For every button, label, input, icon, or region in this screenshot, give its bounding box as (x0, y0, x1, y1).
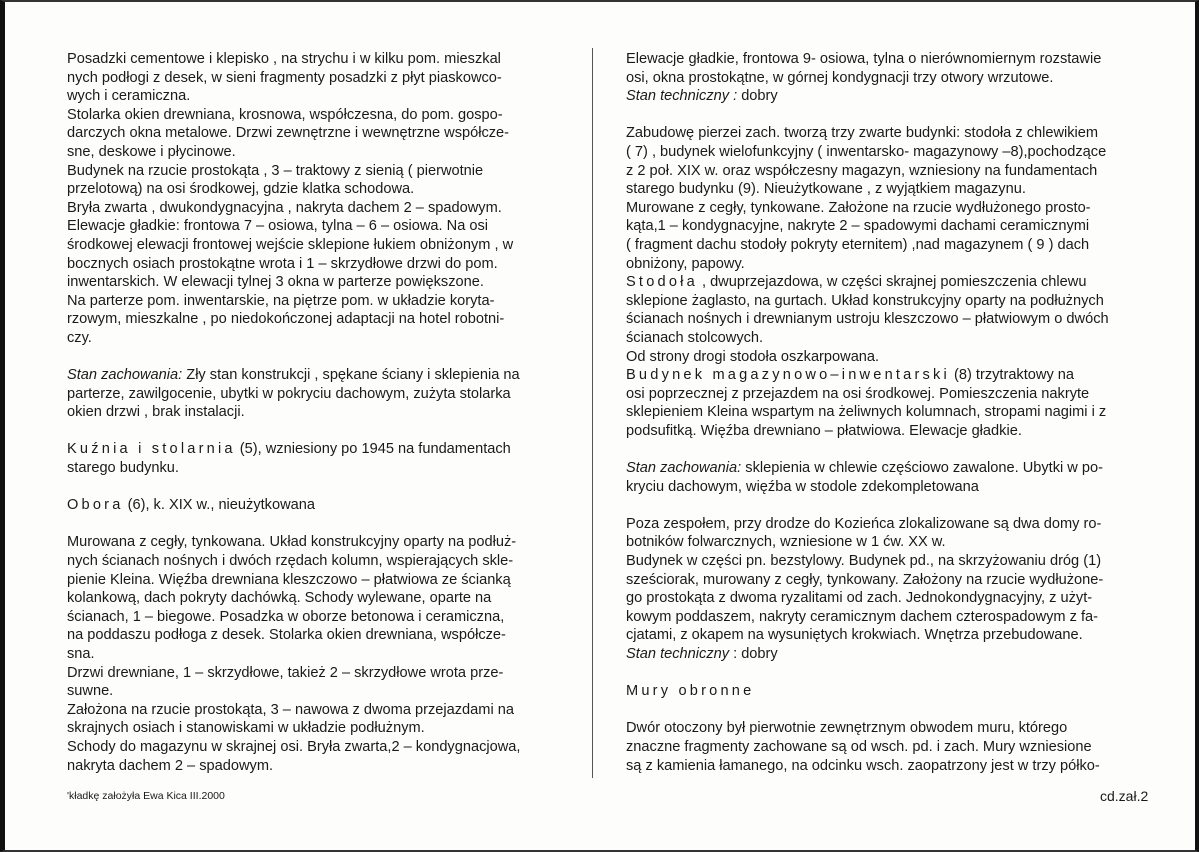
paragraph-elevations (626, 50, 1156, 106)
paragraph-condition-right (626, 459, 1156, 496)
paragraph-worker-houses (626, 515, 1156, 664)
text-line: starego budynku. (67, 460, 179, 477)
text-line: Schody do magazynu w skrajnej osi. Bryła zwarta,2 – kondygnacjowa, (67, 738, 521, 755)
text-line: ścianach nośnych i drewnianym ustroju kleszczowo – płatwiowym o dwóch (626, 311, 1109, 328)
text-line: ścianach stolcowych. (626, 329, 764, 346)
text-line: Elewacje gładkie, frontowa 9- osiowa, tylna o nierównomiernym rozstawie (626, 51, 1102, 67)
section-kuznia (67, 440, 572, 477)
paragraph-building-description (67, 50, 572, 348)
text-line: Drzwi drewniane, 1 – skrzydłowe, takież 2 – skrzydłowe wrota prze- (67, 664, 504, 681)
paragraph-walls (626, 719, 1156, 775)
condition-label: Stan zachowania: (67, 367, 183, 384)
text-line: podsufitką. Więźba drewniano – płatwiowa. Elewacje gładkie. (626, 422, 1022, 439)
text-line: cjatami, z okapem na wysuniętych krokwiach. Wnętrza przebudowane. (626, 627, 1083, 644)
text-line: obniżony, papowy. (626, 255, 745, 272)
text-line: kowym poddaszem, nakryty ceramicznym dachem czterospadowym z fa- (626, 608, 1099, 625)
text-line: osi poprzecznej z przejazdem na osi środkowej. Pomieszczenia nakryte (626, 385, 1090, 402)
text-line: nych podłogi z desek, w sieni fragmenty posadzki z płyt piaskowco- (67, 69, 502, 86)
text-line: kryciu dachowym, więźba w stodole zdekompletowana (626, 478, 979, 495)
text-line: Dwór otoczony był pierwotnie zewnętrznym obwodem muru, którego (626, 720, 1068, 737)
column-divider (592, 48, 593, 778)
left-column (67, 50, 572, 775)
text-line: Stolarka okien drewniana, krosnowa, współczesna, do pom. gospo- (67, 106, 503, 123)
text-line: ( fragment dachu stodoły pokryty eternitem) ,nad magazynem ( 9 ) dach (626, 236, 1090, 253)
text-line: Murowane z cegły, tynkowane. Założone na rzucie wydłużonego prosto- (626, 199, 1091, 216)
page-reference: cd.zał.2 (1100, 788, 1149, 804)
text-line: nych ścianach nośnych i dwóch rzędach kolumn, wspierających skle- (67, 553, 514, 570)
section-heading: Mury obronne (626, 683, 755, 700)
text-line: ścianach, 1 – biegowe. Posadzka w oborze betonowa i ceramiczna, (67, 608, 505, 625)
section-mury (626, 682, 1156, 701)
text-line: kolankową, dach pokryty dachówką. Schody wylewane, oparte na (67, 590, 492, 607)
text-line: sklepione żaglasto, na gurtach. Układ konstrukcyjny oparty na podłużnych (626, 292, 1104, 309)
text-line: (6), k. XIX w., nieużytkowana (123, 497, 315, 514)
text-line: Posadzki cementowe i klepisko , na strychu i w kilku pom. mieszkal (67, 51, 501, 67)
condition-label: Stan techniczny (626, 646, 730, 662)
text-line: bocznych osiach prostokątne wrota i 1 – skrzydłowe drzwi do pom. (67, 255, 498, 272)
text-line: Poza zespołem, przy drodze do Kozieńca zlokalizowane są dwa domy ro- (626, 515, 1102, 532)
text-line: Budynek w części pn. bezstylowy. Budynek pd., na skrzyżowaniu dróg (1) (626, 553, 1102, 570)
text-line: skrajnych osiach i stanowiskami w układzie podłużnym. (67, 720, 425, 737)
text-line: Budynek na rzucie prostokąta , 3 – traktowy z sienią ( pierwotnie (67, 162, 484, 179)
section-obora (67, 496, 572, 515)
section-heading: Obora (67, 497, 124, 514)
condition-value: dobry (737, 88, 778, 105)
text-line: rzowym, mieszkalne , po niedokończonej adaptacji na hotel robotni- (67, 311, 505, 328)
text-line: sklepieniem Kleina wspartym na żeliwnych kolumnach, stropami nagimi i z (626, 404, 1107, 421)
text-line: go prostokąta z dwoma ryzalitami od zach. Jednokondygnacyjny, z użyt- (626, 590, 1093, 607)
text-line: są z kamienia łamanego, na odcinku wsch. zaopatrzony jest w trzy półko- (626, 757, 1100, 774)
text-line: sna. (67, 646, 95, 662)
text-line: z 2 poł. XIX w. oraz współczesny magazyn, wzniesiony na fundamentach (626, 162, 1098, 179)
text-line: na poddaszu podłoga z desek. Stolarka okien drewniana, współcze- (67, 627, 506, 644)
text-line: starego budynku (9). Nieużytkowane , z wyjątkiem magazynu. (626, 181, 1026, 198)
text-line: botników folwarcznych, wzniesione w 1 ćw. XX w. (626, 534, 946, 551)
text-line: (5), wzniesiony po 1945 na fundamentach (235, 441, 511, 458)
text-line: darczych okna metalowe. Drzwi zewnętrzne i wewnętrzne współcze- (67, 125, 510, 142)
text-line: czy. (67, 329, 92, 346)
right-column (626, 50, 1156, 775)
text-line: Od strony drogi stodoła oszkarpowana. (626, 348, 880, 365)
section-heading: Stodoła (626, 274, 698, 291)
text-line: sne, deskowe i płycinowe. (67, 143, 236, 160)
text-line: kąta,1 – kondygnacyjne, nakryte 2 – spadowymi dachami ceramicznymi (626, 218, 1090, 235)
text-line: (8) trzytraktowy na (949, 367, 1075, 384)
condition-value: : dobry (729, 646, 778, 662)
text-line: Elewacje gładkie: frontowa 7 – osiowa, tylna – 6 – osiowa. Na osi (67, 218, 489, 235)
text-line: Murowana z cegły, tynkowana. Układ konstrukcyjny oparty na podłuż- (67, 534, 517, 551)
text-line: suwne. (67, 683, 114, 700)
footnote: 'kładkę założyła Ewa Kica III.2000 (67, 790, 225, 802)
text-line: Zły stan konstrukcji , spękane ściany i sklepienia na (182, 367, 520, 384)
text-line: Na parterze pom. inwentarskie, na piętrze pom. w układzie koryta- (67, 292, 495, 309)
text-line: przelotową) na osi środkowej, gdzie klatka schodowa. (67, 181, 415, 198)
text-line: nakryta dachem 2 – spadowym. (67, 757, 274, 774)
text-line: inwentarskich. W elewacji tylnej 3 okna w parterze powiększone. (67, 274, 484, 291)
text-line: Bryła zwarta , dwukondygnacyjna , nakryta dachem 2 – spadowym. (67, 199, 502, 216)
section-heading: Budynek magazynowo–inwentarski (626, 367, 950, 384)
paragraph-obora-description (67, 533, 572, 775)
text-line: sklepienia w chlewie częściowo zawalone. Ubytki w po- (741, 460, 1103, 477)
text-line: wych i ceramiczna. (67, 88, 191, 105)
condition-label: Stan zachowania: (626, 460, 742, 477)
paragraph-condition (67, 366, 572, 422)
text-line: ( 7) , budynek wielofunkcyjny ( inwentarsko- magazynowy –8),pochodzące (626, 143, 1107, 160)
text-line: środkowej elewacji frontowej wejście sklepione łukiem obniżonym , w (67, 236, 514, 253)
text-line: parterze, zawilgocenie, ubytki w pokryciu dachowym, zużyta stolarka (67, 385, 511, 402)
text-line: osi, okna prostokątne, w górnej kondygnacji trzy otwory wrzutowe. (626, 69, 1054, 86)
text-line: Zabudowę pierzei zach. tworzą trzy zwarte budynki: stodoła z chlewikiem (626, 125, 1099, 142)
condition-label: Stan techniczny : (626, 88, 738, 105)
text-line: okien drzwi , brak instalacji. (67, 404, 245, 421)
text-line: Założona na rzucie prostokąta, 3 – nawowa z dwoma przejazdami na (67, 701, 514, 718)
paragraph-west-frontage (626, 124, 1156, 440)
section-heading: Kuźnia i stolarnia (67, 441, 236, 458)
text-line: sześciorak, murowany z cegły, tynkowany. Założony na rzucie wydłużone- (626, 571, 1104, 588)
text-line: , dwuprzejazdowa, w części skrajnej pomieszczenia chlewu (697, 274, 1087, 291)
text-line: pienie Kleina. Więźba drewniana kleszczowo – płatwiowa ze ścianką (67, 571, 511, 588)
text-line: znaczne fragmenty zachowane są od wsch. pd. i zach. Mury wzniesione (626, 738, 1092, 755)
